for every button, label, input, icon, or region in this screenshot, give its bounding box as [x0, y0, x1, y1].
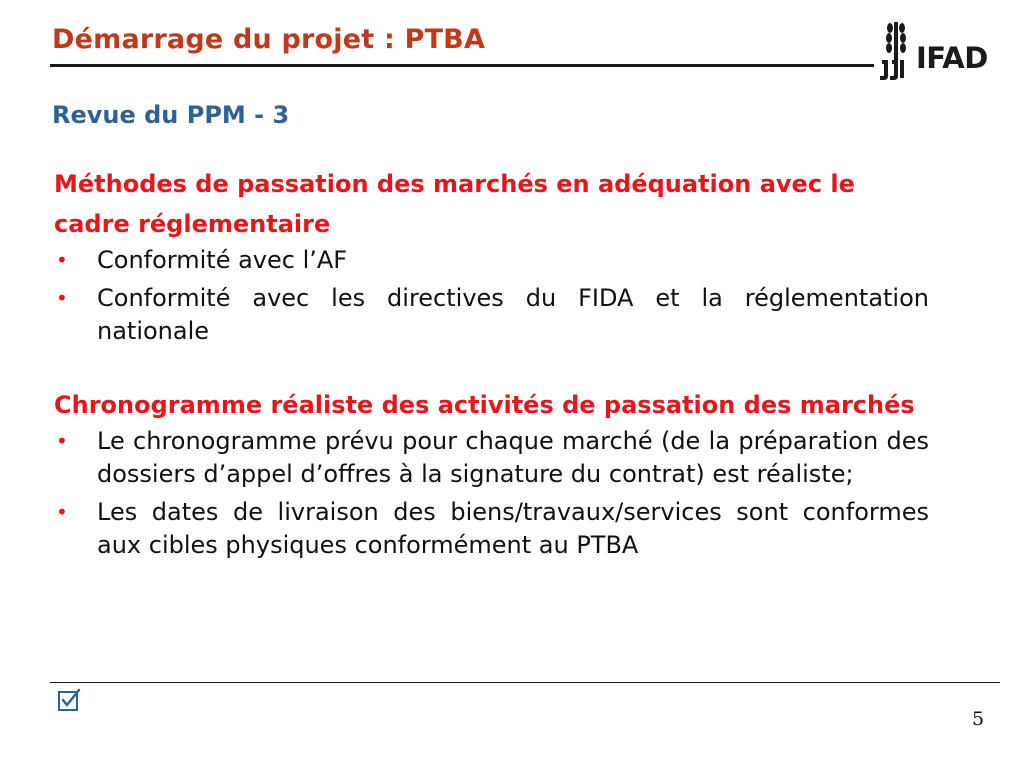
bullet-icon: •	[56, 248, 68, 272]
list-item	[54, 425, 929, 491]
bullet-text: Conformité avec les directives du FIDA et la réglementation nationale	[97, 284, 929, 345]
ifad-logo	[876, 18, 1002, 82]
list-item	[54, 282, 929, 348]
list-item	[54, 496, 929, 562]
ifad-emblem-icon	[876, 18, 916, 82]
bullet-icon: •	[56, 429, 68, 453]
bullet-text: Les dates de livraison des biens/travaux/services sont conformes aux cibles physiques conformément au PTBA	[97, 498, 929, 559]
logo-text: IFAD	[916, 41, 988, 75]
checked-box-icon	[57, 688, 81, 712]
section-heading-methods: Méthodes de passation des marchés en adéquation avec le cadre réglementaire	[54, 170, 855, 238]
slide-subtitle: Revue du PPM - 3	[52, 101, 290, 129]
slide-content	[54, 164, 929, 567]
title-divider	[50, 64, 874, 67]
page-number: 5	[972, 708, 985, 730]
list-item	[54, 244, 929, 277]
bullet-icon: •	[56, 500, 68, 524]
section-heading-schedule: Chronogramme réaliste des activités de passation des marchés	[54, 391, 915, 419]
bullet-icon: •	[56, 286, 68, 310]
bullet-list-schedule	[54, 425, 929, 562]
bullet-text: Le chronogramme prévu pour chaque marché (de la préparation des dossiers d’appel d’offres à la signature du contrat) est réaliste;	[97, 427, 929, 488]
slide-title: Démarrage du projet : PTBA	[52, 24, 486, 55]
bullet-list-methods	[54, 244, 929, 348]
bullet-text: Conformité avec l’AF	[97, 246, 348, 274]
footer-divider	[50, 682, 1000, 683]
